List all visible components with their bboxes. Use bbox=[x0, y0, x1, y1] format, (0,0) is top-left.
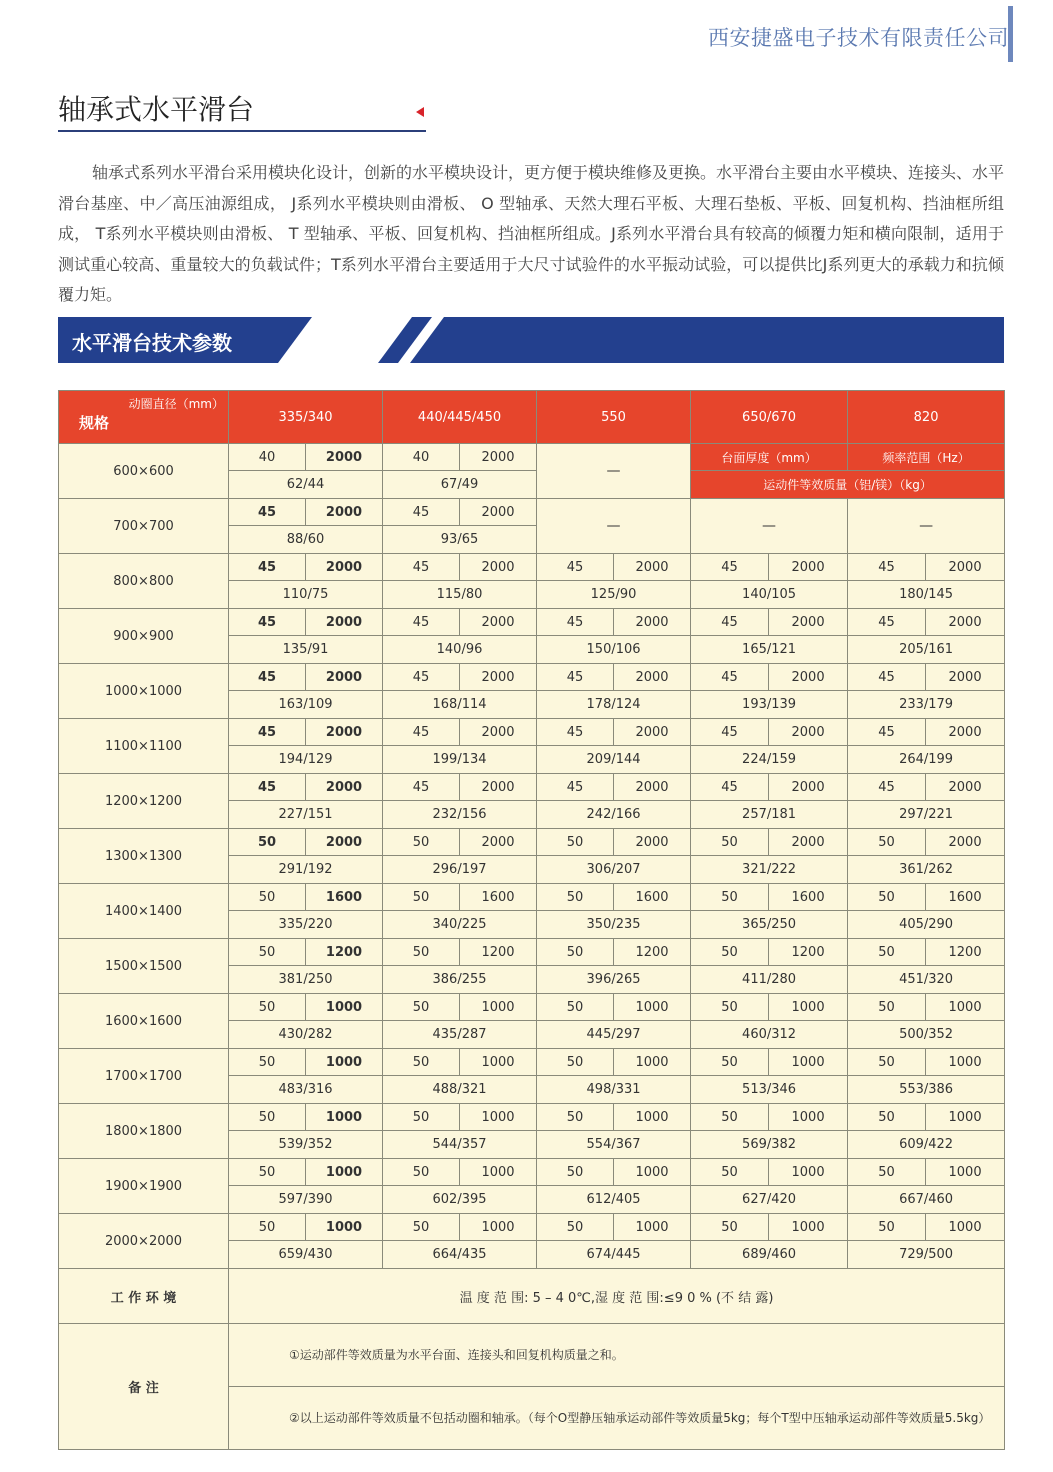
thickness-cell: 45 bbox=[848, 554, 926, 581]
mass-cell: 674/445 bbox=[537, 1241, 691, 1269]
mass-cell: 168/114 bbox=[383, 691, 537, 719]
mass-cell: 597/390 bbox=[229, 1186, 383, 1214]
mass-cell: 411/280 bbox=[691, 966, 848, 994]
table-row bbox=[59, 664, 1005, 691]
note-2: ②以上运动部件等效质量不包括动圈和轴承。（每个O型静压轴承运动部件等效质量5kg；每个T型中压轴承运动部件等效质量5.5kg） bbox=[229, 1387, 1005, 1450]
mass-cell: 539/352 bbox=[229, 1131, 383, 1159]
frequency-cell: 1000 bbox=[614, 1049, 691, 1076]
row-size: 800×800 bbox=[59, 554, 229, 609]
thickness-cell: 45 bbox=[229, 609, 306, 636]
thickness-cell: 50 bbox=[229, 829, 306, 856]
title-arrow-icon bbox=[416, 107, 424, 117]
thickness-cell: 45 bbox=[537, 774, 614, 801]
frequency-cell: 1000 bbox=[614, 1104, 691, 1131]
thickness-cell: 50 bbox=[383, 1214, 460, 1241]
frequency-cell: 1000 bbox=[926, 1104, 1005, 1131]
thickness-cell: 50 bbox=[691, 1159, 769, 1186]
coil-diameter-label: 动圈直径（mm） bbox=[128, 397, 224, 411]
frequency-cell: 1000 bbox=[306, 994, 383, 1021]
frequency-cell: 2000 bbox=[769, 664, 848, 691]
thickness-cell: 45 bbox=[229, 719, 306, 746]
thickness-cell: 50 bbox=[537, 1104, 614, 1131]
mass-cell: 193/139 bbox=[691, 691, 848, 719]
frequency-cell: 1000 bbox=[614, 994, 691, 1021]
thickness-cell: 45 bbox=[229, 664, 306, 691]
table-row bbox=[59, 1324, 1005, 1387]
thickness-cell: 50 bbox=[848, 884, 926, 911]
row-size: 1300×1300 bbox=[59, 829, 229, 884]
thickness-cell: 50 bbox=[691, 829, 769, 856]
thickness-cell: 50 bbox=[383, 1159, 460, 1186]
table-row bbox=[59, 939, 1005, 966]
frequency-cell: 1000 bbox=[460, 1104, 537, 1131]
thickness-cell: 45 bbox=[383, 664, 460, 691]
note-1: ①运动部件等效质量为水平台面、连接头和回复机构质量之和。 bbox=[229, 1324, 1005, 1387]
mass-cell: 125/90 bbox=[537, 581, 691, 609]
row-size: 1800×1800 bbox=[59, 1104, 229, 1159]
mass-cell: 296/197 bbox=[383, 856, 537, 884]
spec-label: 规格 bbox=[79, 414, 110, 432]
frequency-cell: 2000 bbox=[460, 774, 537, 801]
mass-cell: 199/134 bbox=[383, 746, 537, 774]
thickness-cell: 45 bbox=[537, 664, 614, 691]
mass-cell: 729/500 bbox=[848, 1241, 1005, 1269]
section-banner bbox=[58, 317, 1004, 363]
empty-cell: — bbox=[848, 499, 1005, 554]
frequency-cell: 2000 bbox=[460, 719, 537, 746]
thickness-cell: 50 bbox=[537, 939, 614, 966]
frequency-cell: 2000 bbox=[460, 499, 537, 526]
frequency-cell: 2000 bbox=[926, 774, 1005, 801]
mass-cell: 140/105 bbox=[691, 581, 848, 609]
frequency-cell: 2000 bbox=[306, 719, 383, 746]
frequency-cell: 2000 bbox=[306, 774, 383, 801]
table-row bbox=[59, 994, 1005, 1021]
frequency-cell: 2000 bbox=[614, 664, 691, 691]
table-row bbox=[59, 1104, 1005, 1131]
mass-cell: 365/250 bbox=[691, 911, 848, 939]
thickness-cell: 50 bbox=[848, 1159, 926, 1186]
mass-cell: 88/60 bbox=[229, 526, 383, 554]
legend-thickness: 台面厚度（mm） bbox=[691, 444, 848, 471]
table-row bbox=[59, 884, 1005, 911]
frequency-cell: 1000 bbox=[926, 1159, 1005, 1186]
mass-cell: 227/151 bbox=[229, 801, 383, 829]
company-name: 西安捷盛电子技术有限责任公司 bbox=[708, 26, 1009, 50]
thickness-cell: 45 bbox=[848, 664, 926, 691]
thickness-cell: 45 bbox=[848, 719, 926, 746]
mass-cell: 67/49 bbox=[383, 471, 537, 499]
mass-cell: 513/346 bbox=[691, 1076, 848, 1104]
frequency-cell: 2000 bbox=[614, 609, 691, 636]
empty-cell: — bbox=[537, 499, 691, 554]
mass-cell: 350/235 bbox=[537, 911, 691, 939]
legend-mass: 运动件等效质量（铝/镁）（kg） bbox=[691, 471, 1005, 499]
frequency-cell: 1000 bbox=[769, 1049, 848, 1076]
thickness-cell: 45 bbox=[848, 774, 926, 801]
mass-cell: 445/297 bbox=[537, 1021, 691, 1049]
thickness-cell: 45 bbox=[383, 774, 460, 801]
frequency-cell: 1000 bbox=[614, 1214, 691, 1241]
frequency-cell: 1000 bbox=[926, 994, 1005, 1021]
thickness-cell: 50 bbox=[691, 1049, 769, 1076]
row-size: 1900×1900 bbox=[59, 1159, 229, 1214]
thickness-cell: 50 bbox=[848, 1049, 926, 1076]
mass-cell: 321/222 bbox=[691, 856, 848, 884]
mass-cell: 554/367 bbox=[537, 1131, 691, 1159]
mass-cell: 165/121 bbox=[691, 636, 848, 664]
thickness-cell: 50 bbox=[383, 1104, 460, 1131]
mass-cell: 483/316 bbox=[229, 1076, 383, 1104]
mass-cell: 602/395 bbox=[383, 1186, 537, 1214]
thickness-cell: 50 bbox=[691, 1214, 769, 1241]
table-row bbox=[59, 499, 1005, 526]
thickness-cell: 40 bbox=[229, 444, 306, 471]
mass-cell: 435/287 bbox=[383, 1021, 537, 1049]
empty-cell: — bbox=[537, 444, 691, 499]
frequency-cell: 2000 bbox=[306, 444, 383, 471]
mass-cell: 664/435 bbox=[383, 1241, 537, 1269]
frequency-cell: 1000 bbox=[460, 994, 537, 1021]
frequency-cell: 1000 bbox=[614, 1159, 691, 1186]
thickness-cell: 50 bbox=[383, 829, 460, 856]
row-size: 900×900 bbox=[59, 609, 229, 664]
table-row bbox=[59, 1159, 1005, 1186]
mass-cell: 627/420 bbox=[691, 1186, 848, 1214]
legend-frequency: 频率范围（Hz） bbox=[848, 444, 1005, 471]
frequency-cell: 1600 bbox=[769, 884, 848, 911]
mass-cell: 381/250 bbox=[229, 966, 383, 994]
mass-cell: 140/96 bbox=[383, 636, 537, 664]
frequency-cell: 1000 bbox=[306, 1159, 383, 1186]
frequency-cell: 1600 bbox=[306, 884, 383, 911]
frequency-cell: 2000 bbox=[460, 609, 537, 636]
mass-cell: 180/145 bbox=[848, 581, 1005, 609]
frequency-cell: 2000 bbox=[926, 719, 1005, 746]
column-header: 335/340 bbox=[229, 391, 383, 444]
thickness-cell: 45 bbox=[383, 719, 460, 746]
column-header: 650/670 bbox=[691, 391, 848, 444]
thickness-cell: 45 bbox=[691, 609, 769, 636]
thickness-cell: 45 bbox=[229, 499, 306, 526]
spec-table bbox=[58, 390, 1005, 1450]
frequency-cell: 2000 bbox=[306, 499, 383, 526]
mass-cell: 689/460 bbox=[691, 1241, 848, 1269]
mass-cell: 291/192 bbox=[229, 856, 383, 884]
frequency-cell: 2000 bbox=[614, 719, 691, 746]
mass-cell: 242/166 bbox=[537, 801, 691, 829]
row-size: 1200×1200 bbox=[59, 774, 229, 829]
table-row bbox=[59, 774, 1005, 801]
column-header: 820 bbox=[848, 391, 1005, 444]
row-size: 600×600 bbox=[59, 444, 229, 499]
thickness-cell: 50 bbox=[383, 884, 460, 911]
table-row bbox=[59, 1049, 1005, 1076]
mass-cell: 224/159 bbox=[691, 746, 848, 774]
thickness-cell: 50 bbox=[691, 939, 769, 966]
thickness-cell: 50 bbox=[848, 994, 926, 1021]
thickness-cell: 50 bbox=[229, 1159, 306, 1186]
frequency-cell: 2000 bbox=[460, 444, 537, 471]
title-underline bbox=[58, 130, 426, 132]
mass-cell: 451/320 bbox=[848, 966, 1005, 994]
frequency-cell: 2000 bbox=[769, 719, 848, 746]
row-size: 700×700 bbox=[59, 499, 229, 554]
mass-cell: 396/265 bbox=[537, 966, 691, 994]
mass-cell: 232/156 bbox=[383, 801, 537, 829]
page-title: 轴承式水平滑台 bbox=[58, 93, 255, 126]
empty-cell: — bbox=[691, 499, 848, 554]
thickness-cell: 50 bbox=[848, 939, 926, 966]
mass-cell: 150/106 bbox=[537, 636, 691, 664]
mass-cell: 233/179 bbox=[848, 691, 1005, 719]
frequency-cell: 1000 bbox=[306, 1104, 383, 1131]
thickness-cell: 50 bbox=[537, 1214, 614, 1241]
mass-cell: 297/221 bbox=[848, 801, 1005, 829]
mass-cell: 498/331 bbox=[537, 1076, 691, 1104]
thickness-cell: 50 bbox=[848, 829, 926, 856]
thickness-cell: 45 bbox=[383, 609, 460, 636]
mass-cell: 209/144 bbox=[537, 746, 691, 774]
column-header: 550 bbox=[537, 391, 691, 444]
thickness-cell: 50 bbox=[383, 994, 460, 1021]
mass-cell: 609/422 bbox=[848, 1131, 1005, 1159]
mass-cell: 62/44 bbox=[229, 471, 383, 499]
frequency-cell: 1000 bbox=[306, 1214, 383, 1241]
frequency-cell: 2000 bbox=[769, 774, 848, 801]
mass-cell: 405/290 bbox=[848, 911, 1005, 939]
row-size: 1500×1500 bbox=[59, 939, 229, 994]
table-row bbox=[59, 1214, 1005, 1241]
frequency-cell: 1200 bbox=[926, 939, 1005, 966]
thickness-cell: 45 bbox=[691, 774, 769, 801]
thickness-cell: 50 bbox=[537, 829, 614, 856]
thickness-cell: 50 bbox=[229, 1214, 306, 1241]
frequency-cell: 1000 bbox=[769, 1159, 848, 1186]
thickness-cell: 50 bbox=[229, 884, 306, 911]
thickness-cell: 50 bbox=[383, 939, 460, 966]
mass-cell: 93/65 bbox=[383, 526, 537, 554]
frequency-cell: 2000 bbox=[306, 829, 383, 856]
frequency-cell: 1200 bbox=[306, 939, 383, 966]
mass-cell: 340/225 bbox=[383, 911, 537, 939]
mass-cell: 553/386 bbox=[848, 1076, 1005, 1104]
table-row bbox=[59, 444, 1005, 471]
thickness-cell: 45 bbox=[383, 499, 460, 526]
column-header: 440/445/450 bbox=[383, 391, 537, 444]
frequency-cell: 1000 bbox=[460, 1049, 537, 1076]
frequency-cell: 2000 bbox=[306, 609, 383, 636]
row-size: 1000×1000 bbox=[59, 664, 229, 719]
thickness-cell: 50 bbox=[848, 1104, 926, 1131]
frequency-cell: 2000 bbox=[926, 829, 1005, 856]
mass-cell: 194/129 bbox=[229, 746, 383, 774]
row-size: 1700×1700 bbox=[59, 1049, 229, 1104]
frequency-cell: 1000 bbox=[306, 1049, 383, 1076]
frequency-cell: 2000 bbox=[769, 554, 848, 581]
frequency-cell: 1000 bbox=[460, 1214, 537, 1241]
thickness-cell: 50 bbox=[537, 884, 614, 911]
frequency-cell: 1200 bbox=[769, 939, 848, 966]
thickness-cell: 50 bbox=[229, 994, 306, 1021]
mass-cell: 430/282 bbox=[229, 1021, 383, 1049]
frequency-cell: 1000 bbox=[769, 1214, 848, 1241]
frequency-cell: 2000 bbox=[769, 829, 848, 856]
mass-cell: 264/199 bbox=[848, 746, 1005, 774]
mass-cell: 488/321 bbox=[383, 1076, 537, 1104]
frequency-cell: 1000 bbox=[926, 1214, 1005, 1241]
thickness-cell: 45 bbox=[691, 664, 769, 691]
thickness-cell: 50 bbox=[691, 1104, 769, 1131]
section-title: 水平滑台技术参数 bbox=[72, 331, 232, 355]
frequency-cell: 1000 bbox=[460, 1159, 537, 1186]
thickness-cell: 45 bbox=[383, 554, 460, 581]
row-size: 1100×1100 bbox=[59, 719, 229, 774]
table-row bbox=[59, 554, 1005, 581]
mass-cell: 257/181 bbox=[691, 801, 848, 829]
frequency-cell: 2000 bbox=[460, 554, 537, 581]
frequency-cell: 2000 bbox=[614, 554, 691, 581]
frequency-cell: 1200 bbox=[614, 939, 691, 966]
frequency-cell: 1600 bbox=[926, 884, 1005, 911]
thickness-cell: 45 bbox=[848, 609, 926, 636]
table-corner-header bbox=[59, 391, 229, 444]
thickness-cell: 50 bbox=[537, 1159, 614, 1186]
thickness-cell: 50 bbox=[537, 994, 614, 1021]
mass-cell: 569/382 bbox=[691, 1131, 848, 1159]
env-label: 工 作 环 境 bbox=[59, 1269, 229, 1324]
frequency-cell: 2000 bbox=[460, 829, 537, 856]
thickness-cell: 45 bbox=[691, 719, 769, 746]
thickness-cell: 45 bbox=[537, 719, 614, 746]
mass-cell: 612/405 bbox=[537, 1186, 691, 1214]
mass-cell: 386/255 bbox=[383, 966, 537, 994]
frequency-cell: 2000 bbox=[614, 774, 691, 801]
env-value: 温 度 范 围: 5 – 4 0℃,湿 度 范 围:≤9 0 % (不 结 露) bbox=[229, 1269, 1005, 1324]
thickness-cell: 40 bbox=[383, 444, 460, 471]
mass-cell: 110/75 bbox=[229, 581, 383, 609]
frequency-cell: 2000 bbox=[769, 609, 848, 636]
frequency-cell: 2000 bbox=[306, 664, 383, 691]
mass-cell: 115/80 bbox=[383, 581, 537, 609]
mass-cell: 544/357 bbox=[383, 1131, 537, 1159]
thickness-cell: 50 bbox=[229, 1104, 306, 1131]
frequency-cell: 1600 bbox=[460, 884, 537, 911]
frequency-cell: 2000 bbox=[460, 664, 537, 691]
mass-cell: 135/91 bbox=[229, 636, 383, 664]
notes-label: 备 注 bbox=[59, 1324, 229, 1450]
intro-paragraph: 轴承式系列水平滑台采用模块化设计，创新的水平模块设计，更方便于模块维修及更换。水平滑台主要由水平模块、连接头、水平滑台基座、中／高压油源组成， J系列水平模块则由滑板、 O 型轴承、天然大理石平板、大理石垫板、平板、回复机构、挡油框所组成， T系列水平模块则由滑板、 T 型轴承、平板、回复机构、挡油框所组成。J系列水平滑台具有较高的倾覆力矩和横向限制，适用于测试重心较高、重量较大的负载试件；T系列水平滑台主要适用于大尺寸试验件的水平振动试验，可以提供比J系列更大的承载力和抗倾覆力矩。 bbox=[58, 163, 1005, 304]
mass-cell: 460/312 bbox=[691, 1021, 848, 1049]
mass-cell: 306/207 bbox=[537, 856, 691, 884]
thickness-cell: 50 bbox=[848, 1214, 926, 1241]
thickness-cell: 50 bbox=[691, 884, 769, 911]
row-size: 1400×1400 bbox=[59, 884, 229, 939]
frequency-cell: 1000 bbox=[769, 994, 848, 1021]
table-row bbox=[59, 609, 1005, 636]
mass-cell: 500/352 bbox=[848, 1021, 1005, 1049]
frequency-cell: 2000 bbox=[614, 829, 691, 856]
table-row bbox=[59, 1269, 1005, 1324]
mass-cell: 361/262 bbox=[848, 856, 1005, 884]
mass-cell: 335/220 bbox=[229, 911, 383, 939]
thickness-cell: 50 bbox=[537, 1049, 614, 1076]
table-row bbox=[59, 719, 1005, 746]
thickness-cell: 50 bbox=[383, 1049, 460, 1076]
mass-cell: 667/460 bbox=[848, 1186, 1005, 1214]
thickness-cell: 45 bbox=[229, 554, 306, 581]
thickness-cell: 50 bbox=[229, 1049, 306, 1076]
mass-cell: 163/109 bbox=[229, 691, 383, 719]
thickness-cell: 45 bbox=[537, 554, 614, 581]
frequency-cell: 1600 bbox=[614, 884, 691, 911]
thickness-cell: 45 bbox=[691, 554, 769, 581]
thickness-cell: 50 bbox=[229, 939, 306, 966]
frequency-cell: 2000 bbox=[926, 554, 1005, 581]
frequency-cell: 1000 bbox=[926, 1049, 1005, 1076]
thickness-cell: 45 bbox=[537, 609, 614, 636]
frequency-cell: 2000 bbox=[926, 609, 1005, 636]
frequency-cell: 1200 bbox=[460, 939, 537, 966]
frequency-cell: 1000 bbox=[769, 1104, 848, 1131]
thickness-cell: 45 bbox=[229, 774, 306, 801]
row-size: 1600×1600 bbox=[59, 994, 229, 1049]
row-size: 2000×2000 bbox=[59, 1214, 229, 1269]
frequency-cell: 2000 bbox=[306, 554, 383, 581]
mass-cell: 178/124 bbox=[537, 691, 691, 719]
table-row bbox=[59, 829, 1005, 856]
thickness-cell: 50 bbox=[691, 994, 769, 1021]
frequency-cell: 2000 bbox=[926, 664, 1005, 691]
mass-cell: 205/161 bbox=[848, 636, 1005, 664]
mass-cell: 659/430 bbox=[229, 1241, 383, 1269]
